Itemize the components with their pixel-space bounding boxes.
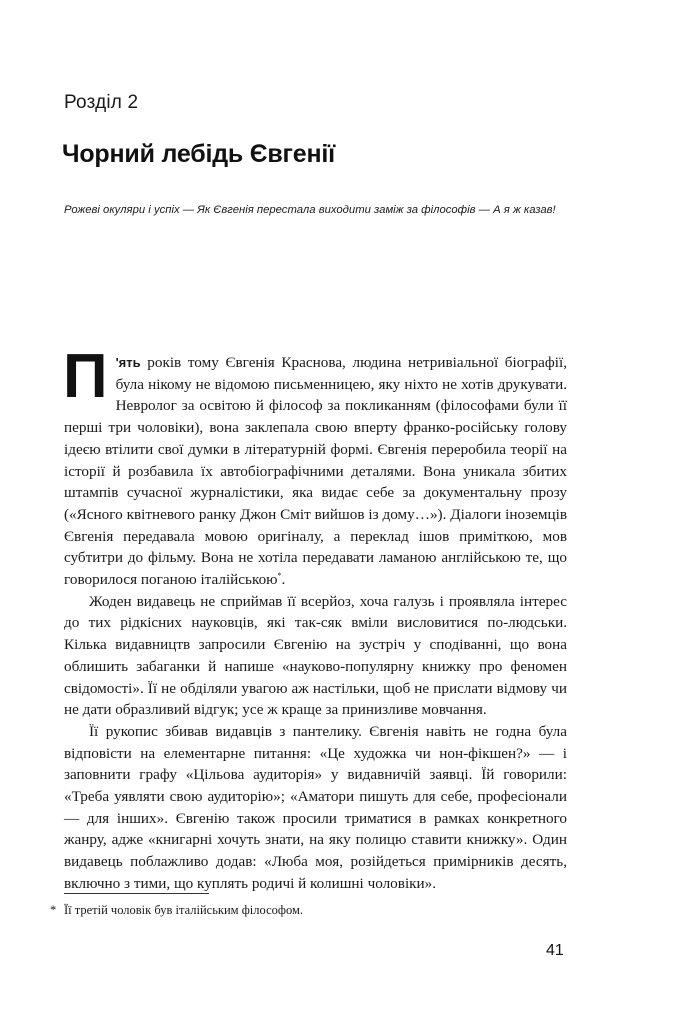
paragraph-1-text: років тому Євгенія Краснова, людина нетривіальної біографії, була нікому не відомою письменницею, яку ніхто не хотів друкувати. Невролог за освітою й філософ за покликанням (філософами були її перші три чоловіки), вона заклепала свою вперту франко-російську голову ідеєю втілити свої думки в літературній формі. Євгенія переробила теорії на історії й розбавила їх автобіографічними деталями. Вона уникала збитих штампів сучасної журналістики, яка видає себе за документальну прозу («Ясного квітневого ранку Джон Сміт вийшов із дому…»). Діалоги іноземців Євгенія передавала мовою оригіналу, а переклад ішов приміткою, мов субтитри до фільму. Вона не хотіла передавати ламаною англійською те, що говорилося поганою італійською	[64, 354, 567, 589]
body-text	[63, 342, 567, 895]
chapter-label: Розділ 2	[64, 92, 139, 113]
footnote-marker: *	[50, 903, 57, 917]
epigraph: Рожеві окуляри і успіх — Як Євгенія перестала виходити заміж за філософів — А я ж казав!	[64, 204, 556, 216]
footnote-rule	[64, 893, 209, 894]
footnote-text: Її третій чоловік був італійським філософом.	[64, 903, 304, 917]
paragraph-2: Жоден видавець не сприймав її всерйоз, хоча галузь і проявляла інтерес до тих рідкісних науковців, які так-сяк вміли висловитися по-людськи. Кілька видавництв запросили Євгенію на зустріч у сподіванні, що вона облишить забаганки й напише «науково-популярну книжку про феномен свідомості». Її не обділяли увагою аж настільки, щоб не прислати відмову чи не дати образливий відгук; усе ж краще за принизливе мовчання.	[64, 592, 567, 719]
paragraph-3: Її рукопис збивав видавців з пантелику. Євгенія навіть не годна була відповісти на елементарне питання: «Це художка чи нон-фікшен?» — і заповнити графу «Цільова аудиторія» у видавничій заявці. Їй говорили: «Треба уявляти свою аудиторію»; «Аматори пишуть для себе, професіонали — для інших». Євгенію також просили триматися в рамках конкретного жанру, адже «книгарні хочуть знати, на яку полицю ставити книжку». Один видавець поблажливо додав: «Люба моя, розійдеться примірників десять, включно з тими, що куплять родичі й колишні чоловіки».	[64, 722, 567, 892]
drop-cap: П	[63, 342, 108, 411]
page-number: 41	[546, 942, 564, 959]
chapter-title: Чорний лебідь Євгенії	[62, 140, 335, 168]
footnote	[50, 903, 570, 918]
paragraph-1	[63, 342, 567, 591]
lead-word: 'ять	[115, 355, 141, 370]
footnote-reference[interactable]: *	[277, 570, 282, 580]
paragraph-1-end: .	[281, 571, 286, 589]
